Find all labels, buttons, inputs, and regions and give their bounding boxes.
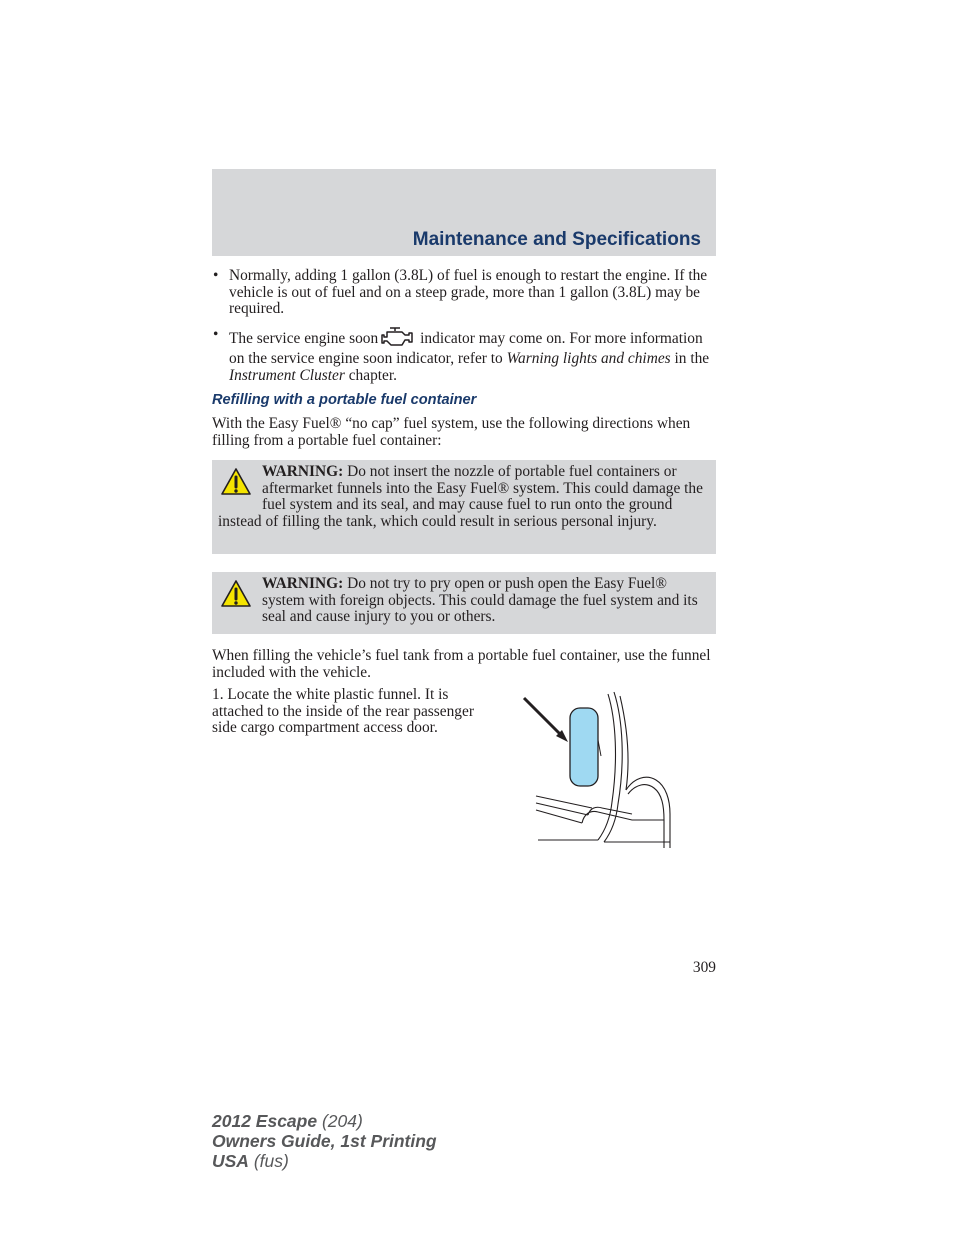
subheading: Refilling with a portable fuel container [212, 392, 477, 408]
warning-triangle-icon [220, 467, 252, 502]
warning-box [212, 460, 716, 554]
service-engine-soon-icon [380, 327, 414, 352]
bullet-text-end: chapter. [348, 366, 398, 384]
warning-text: Do not insert the nozzle of portable fuel containers or aftermarket funnels into the Easy Fuel® system. This could damage the fuel system and its seal, and may cause fuel to run onto the ground instead of filling the tank, which could result in serious personal injury. [218, 463, 703, 530]
list-item [212, 327, 712, 385]
cross-reference: Warning lights and chimes [506, 350, 671, 368]
bullet-dot: • [213, 325, 219, 343]
footer-line-1 [212, 1111, 437, 1131]
warning-label: WARNING: [262, 463, 344, 480]
filling-paragraph: When filling the vehicle’s fuel tank from a portable fuel container, use the funnel included with the vehicle. [212, 647, 711, 681]
bullet-text-connector: in the [674, 350, 710, 368]
page-number: 309 [692, 959, 716, 976]
warning-box [212, 572, 716, 634]
bullet-list [212, 268, 712, 394]
warning-triangle-icon [220, 579, 252, 614]
step-1-text: 1. Locate the white plastic funnel. It is attached to the inside of the rear passenger side cargo compartment access door. [212, 686, 474, 737]
list-item [212, 268, 712, 318]
footer-line-2 [212, 1131, 437, 1151]
bullet-text-middle: indicator may come on. For more information on the service engine soon indicator, refer to [229, 329, 703, 368]
bullet-text: Normally, adding 1 gallon (3.8L) of fuel is enough to restart the engine. If the vehicle is out of fuel and on a steep grade, more than 1 gallon (3.8L) may be required. [229, 267, 708, 318]
intro-paragraph: With the Easy Fuel® “no cap” fuel system, use the following directions when filling from a portable fuel container: [212, 415, 691, 449]
footer-edition: Owners Guide, 1st Printing [212, 1131, 437, 1151]
cross-reference: Instrument Cluster [229, 366, 345, 384]
section-title: Maintenance and Specifications [412, 229, 701, 250]
warning-label: WARNING: [262, 575, 344, 592]
footer-model: 2012 Escape [212, 1111, 318, 1131]
footer-market: USA [212, 1151, 249, 1171]
warning-text: Do not try to pry open or push open the Easy Fuel® system with foreign objects. This could damage the fuel system and its seal and cause injury to you or others. [262, 575, 698, 626]
funnel-location-illustration [520, 690, 672, 850]
footer-model-code: (204) [321, 1111, 363, 1131]
bullet-text-start: The service engine soon [229, 329, 379, 347]
bullet-dot: • [213, 267, 219, 284]
footer-market-code: (fus) [253, 1151, 289, 1171]
section-header-band [212, 169, 716, 256]
footer-line-3 [212, 1151, 437, 1171]
document-footer [212, 1111, 437, 1171]
